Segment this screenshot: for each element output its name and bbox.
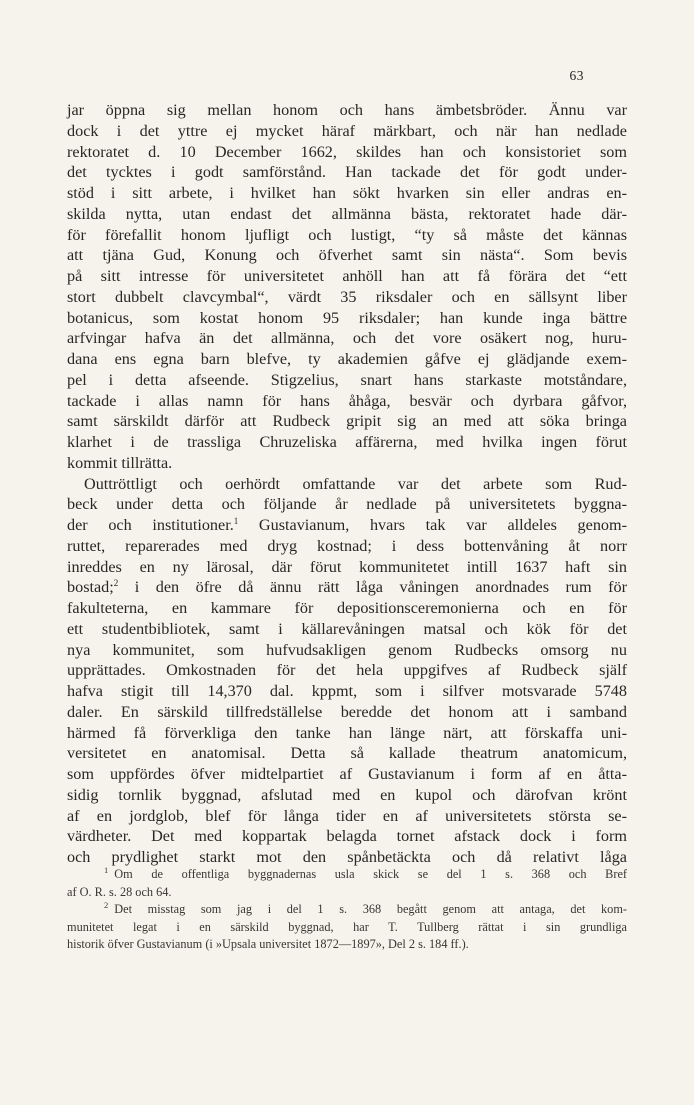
- footnote-line: [67, 901, 627, 919]
- body-text: [67, 100, 627, 868]
- text-line: arfvingar hafva än det allmänna, och det vore osäkert nog, huru-: [67, 329, 627, 348]
- text-line: det tycktes i godt samförstånd. Han tackade det för godt under-: [67, 163, 627, 182]
- text-line: stort dubbelt clavcymbal“, värdt 35 riksdaler och en sällsynt liber: [67, 287, 627, 306]
- text-fragment: bostad;: [67, 578, 114, 597]
- text-line: att tjäna Gud, Konung och öfverhet samt sin nästa“. Som bevis: [67, 246, 627, 265]
- text-line: på sitt intresse för universitetet anhöll han att få förära det “ett: [67, 267, 627, 285]
- footnote-text: munitetet legat i en särskild byggnad, har T. Tullberg rättat i sin grundliga: [67, 919, 627, 934]
- text-line: botanicus, som kostat honom 95 riksdaler; han kunde inga bättre: [67, 308, 627, 327]
- text-line: samt särskildt därför att Rudbeck gripit sig an med att söka bringa: [67, 412, 627, 431]
- text-line: för förefallit honom ljufligt och lustigt, “ty så måste det kännas: [67, 225, 627, 244]
- footnote-line: [67, 936, 627, 954]
- footnote-mark: 1: [104, 865, 109, 875]
- footnote-reference: 2: [113, 578, 119, 589]
- text-line: jar öppna sig mellan honom och hans ämbetsbröder. Ännu var: [67, 101, 627, 119]
- footnote-text: Det misstag som jag i del 1 s. 368 begått genom att antaga, det kom-: [114, 902, 627, 916]
- text-line: [67, 515, 627, 536]
- text-line: värdheter. Det med koppartak belagda tornet afstack dock i form: [67, 827, 627, 846]
- text-line: som uppfördes öfver midtelpartiet af Gustavianum i form af en åtta-: [67, 765, 627, 783]
- footnote-text: historik öfver Gustavianum (i »Upsala universitet 1872—1897», Del 2 s. 184 ff.).: [67, 937, 469, 951]
- page-number: 63: [569, 68, 584, 83]
- text-line: nya kommunitet, som hufvudsakligen genom Rudbecks omsorg nu: [67, 640, 627, 659]
- text-fragment: der och institutioner.: [67, 516, 234, 534]
- footnote-text: Om de offentliga byggnadernas usla skick se del 1 s. 368 och Bref: [114, 867, 627, 881]
- text-line: [67, 577, 627, 598]
- footnote-line: [67, 884, 627, 902]
- text-line: fakulteterna, en kammare för depositionsceremonierna och en för: [67, 599, 627, 617]
- text-line: versitetet en anatomisal. Detta så kallade theatrum anatomicum,: [67, 744, 627, 763]
- footnote-mark: 2: [104, 900, 109, 910]
- text-line: pel i detta afseende. Stigzelius, snart hans starkaste motståndare,: [67, 370, 627, 389]
- text-line: ruttet, reparerades med dryg kostnad; i dess bottenvåning åt norr: [67, 536, 627, 555]
- text-line: upprättades. Omkostnaden för det hela uppgifves af Rudbeck själf: [67, 661, 627, 680]
- text-line: klarhet i de trassliga Chruzeliska affärerna, med hvilka ingen förut: [67, 433, 627, 451]
- text-line: kommit tillrätta.: [67, 453, 173, 472]
- text-line: rektoratet d. 10 December 1662, skildes han och konsistoriet som: [67, 142, 627, 161]
- text-line: härmed få förverkliga den tanke han länge närt, att förskaffa uni-: [67, 723, 627, 742]
- text-line: daler. En särskild tillfredställelse beredde det honom att i samband: [67, 702, 627, 721]
- text-line: ett studentbibliotek, samt i källarevåningen matsal och kök för det: [67, 619, 627, 638]
- footnote-text: af O. R. s. 28 och 64.: [67, 884, 172, 899]
- text-line: dock i det yttre ej mycket häraf märkbart, och när han nedlade: [67, 121, 627, 140]
- footnote: [67, 866, 627, 901]
- footnote-line: [67, 866, 627, 884]
- text-fragment: Gustavianum, hvars tak var alldeles genom-: [238, 516, 628, 534]
- text-line: Outtröttligt och oerhördt omfattande var det arbete som Rud-: [84, 474, 627, 493]
- text-line: skilda nytta, utan endast det allmänna bästa, rektoratet hade där-: [67, 204, 627, 223]
- footnote: [67, 901, 627, 954]
- text-line: beck under detta och följande år nedlade på universitetets byggna-: [67, 495, 627, 514]
- text-line: sidig tornlik byggnad, afslutad med en kupol och därofvan krönt: [67, 785, 627, 804]
- text-line: tackade i allas namn för hans åhåga, besvär och dyrbara gåfvor,: [67, 391, 627, 410]
- text-line: stöd i sitt arbete, i hvilket han sökt hvarken sin eller andras en-: [67, 184, 627, 202]
- text-line: inreddes en ny lärosal, där förut kommunitetet intill 1637 haft sin: [67, 557, 627, 576]
- footnote-line: [67, 919, 627, 937]
- text-line: hafva stigit till 14,370 dal. kppmt, som i silfver motsvarade 5748: [67, 682, 627, 700]
- text-line: och prydlighet starkt mot den spånbetäckta och då relativt låga: [67, 848, 627, 866]
- text-line: af en jordglob, blef för långa tider en af universitetets största se-: [67, 806, 627, 825]
- footnote-reference: 1: [233, 516, 239, 526]
- footnotes: [67, 866, 627, 954]
- text-line: dana ens egna barn blefve, ty akademien gåfve ej glädjande exem-: [67, 350, 627, 368]
- text-fragment: i den öfre då ännu rätt låga våningen anordnades rum för: [118, 578, 627, 597]
